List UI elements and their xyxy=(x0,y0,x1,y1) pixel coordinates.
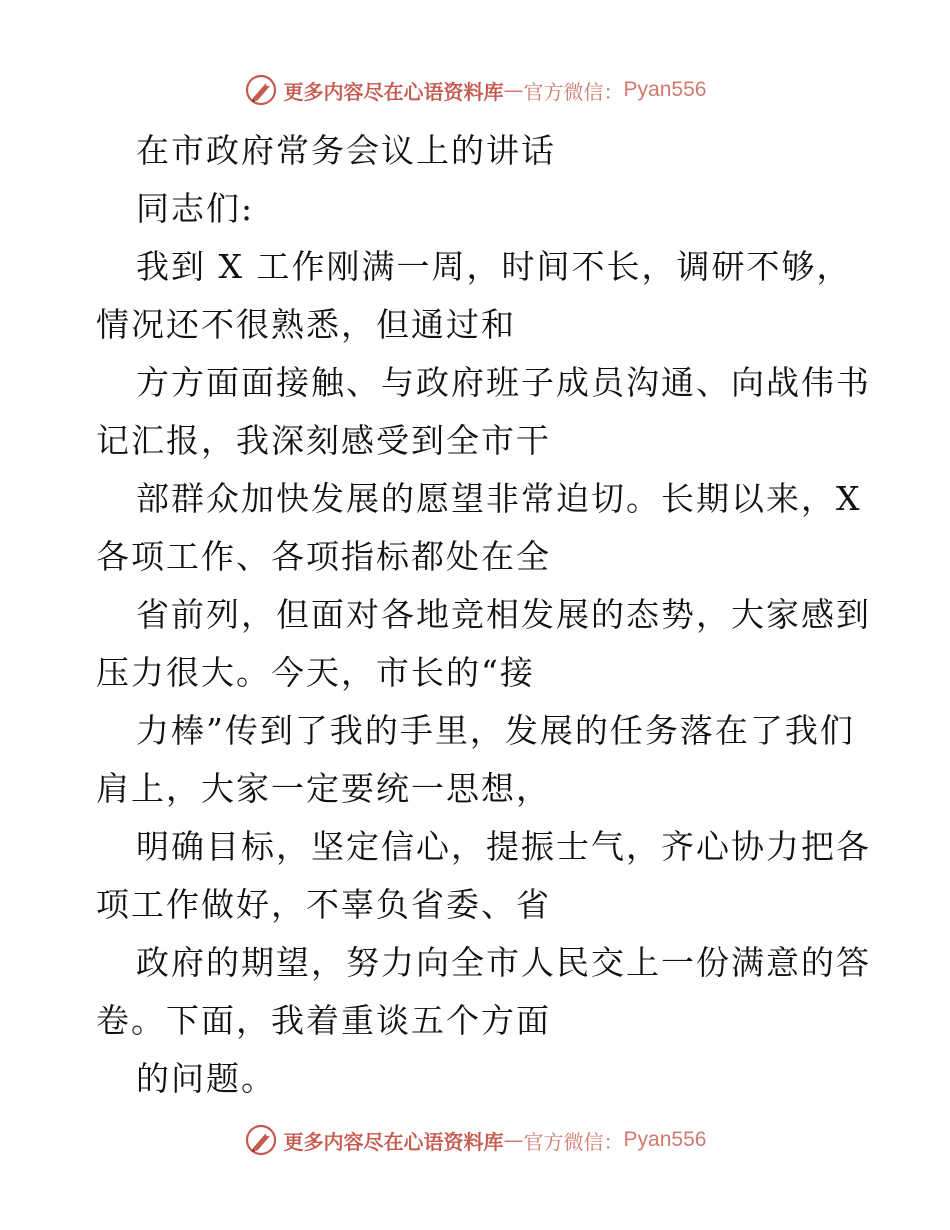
paragraph-1: 我到 X 工作刚满一周，时间不长，调研不够， 情况还不很熟悉，但通过和 xyxy=(96,247,852,344)
banner-slogan: 更多内容尽在心语资料库 xyxy=(283,79,504,104)
document-title: 在市政府常务会议上的讲话 xyxy=(136,131,556,170)
banner-dash: — xyxy=(503,78,524,102)
paragraph-3: 部群众加快发展的愿望非常迫切。长期以来，X 各项工作、各项指标都处在全 xyxy=(96,479,862,576)
paragraph-7: 政府的期望，努力向全市人民交上一份满意的答 卷。下面，我着重谈五个方面 xyxy=(96,943,871,1040)
banner-dash: — xyxy=(503,1128,524,1152)
banner-wechat-id: Pyan556 xyxy=(623,1128,707,1151)
pen-logo-icon xyxy=(244,73,278,107)
paragraph-4: 省前列，但面对各地竞相发展的态势，大家感到 压力很大。今天，市长的“接 xyxy=(96,595,871,692)
salutation: 同志们: xyxy=(136,189,255,228)
banner-wechat-id: Pyan556 xyxy=(623,78,707,101)
banner-wechat-label: 官方微信： xyxy=(523,79,624,104)
banner-slogan: 更多内容尽在心语资料库 xyxy=(283,1129,504,1154)
footer-banner xyxy=(0,1118,950,1162)
header-banner xyxy=(0,68,950,112)
document-body xyxy=(96,122,871,1108)
paragraph-5: 力棒”传到了我的手里，发展的任务落在了我们 肩上，大家一定要统一思想， xyxy=(96,711,855,808)
paragraph-2: 方方面面接触、与政府班子成员沟通、向战伟书 记汇报，我深刻感受到全市干 xyxy=(96,363,871,460)
banner-wechat-label: 官方微信： xyxy=(523,1129,624,1154)
paragraph-8: 的问题。 xyxy=(136,1059,276,1098)
paragraph-6: 明确目标，坚定信心，提振士气，齐心协力把各 项工作做好，不辜负省委、省 xyxy=(96,827,871,924)
pen-logo-icon xyxy=(244,1123,278,1157)
